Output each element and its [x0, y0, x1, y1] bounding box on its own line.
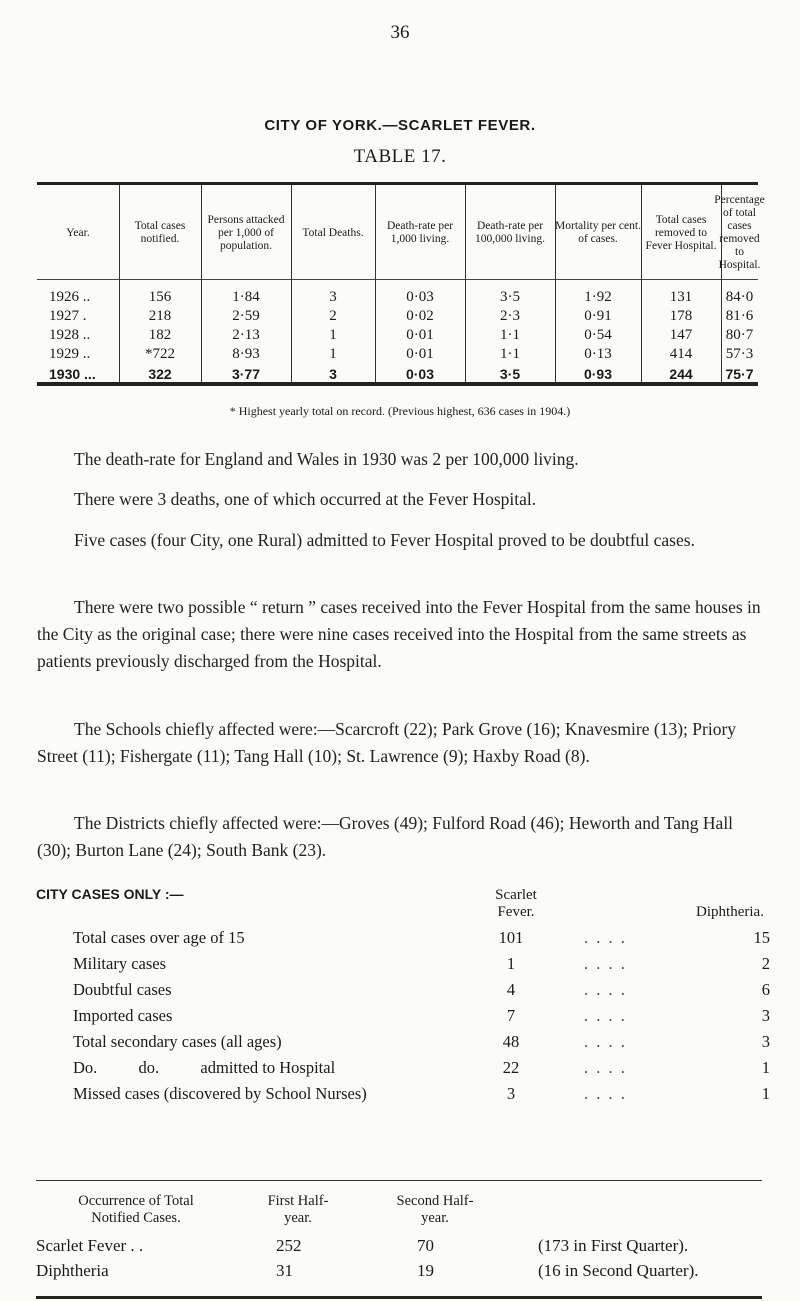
- table-header-cell: Mortality per cent. of cases.: [555, 220, 641, 245]
- table-header-rule: [37, 279, 758, 280]
- table-cell: 2·13: [232, 327, 260, 343]
- page-bottom-rule: [36, 1296, 762, 1299]
- table-label: TABLE 17.: [353, 146, 447, 167]
- city-cases-heading: CITY CASES ONLY :—: [36, 886, 184, 902]
- row-label: Missed cases (discovered by School Nurses): [73, 1084, 367, 1103]
- diphtheria-value: 15: [753, 928, 770, 947]
- table-cell: 84·0: [725, 289, 754, 305]
- scarlet-fever-value: 4: [506, 980, 516, 999]
- table-cell: *722: [145, 346, 175, 362]
- scarlet-fever-value: 48: [502, 1032, 520, 1051]
- year-cell: 1929 ..: [49, 346, 91, 362]
- paragraph-deaths: There were 3 deaths, one of which occurred at the Fever Hospital.: [74, 489, 537, 509]
- table-header-cell: Total Deaths.: [302, 226, 364, 239]
- table-cell: 322: [148, 366, 172, 382]
- column-diphtheria: Diphtheria.: [696, 904, 764, 920]
- paragraph-districts: The Districts chiefly affected were:—Groves (49); Fulford Road (46); Heworth and Tang Hall (30); Burton Lane (24); South Bank (23).: [37, 813, 734, 860]
- table-cell: 8·93: [232, 346, 260, 362]
- diphtheria-value: 1: [761, 1058, 770, 1077]
- diphtheria-value: 1: [761, 1084, 770, 1103]
- table-cell: 1·84: [232, 289, 260, 305]
- table-footnote: * Highest yearly total on record. (Previous highest, 636 cases in 1904.): [229, 404, 571, 418]
- table-cell: 0·54: [584, 327, 612, 343]
- city-cases-row: [0, 928, 800, 950]
- leader-dots: . . . .: [584, 1006, 627, 1025]
- table-cell: 1·1: [500, 327, 520, 343]
- city-cases-row: [0, 980, 800, 1002]
- second-half-value: 19: [417, 1261, 434, 1280]
- diphtheria-value: 6: [761, 980, 770, 999]
- table-cell: 182: [148, 327, 172, 343]
- table-header-cell: Year.: [66, 226, 90, 239]
- table-header-cell: Total cases notified.: [134, 220, 186, 245]
- table-cell: 244: [669, 366, 693, 382]
- scarlet-fever-value: 22: [502, 1058, 520, 1077]
- quarter-note: (16 in Second Quarter).: [538, 1261, 699, 1280]
- city-cases-row: [0, 1084, 800, 1106]
- table-row: [37, 366, 758, 385]
- first-half-value: 31: [276, 1261, 293, 1280]
- table-cell: 3·77: [231, 366, 261, 382]
- leader-dots: . . . .: [584, 980, 627, 999]
- table-cell: 57·3: [725, 346, 754, 362]
- scarlet-fever-value: 1: [506, 954, 516, 973]
- table-cell: 2·3: [500, 308, 520, 324]
- page-number: 36: [390, 22, 410, 43]
- row-label: Total cases over age of 15: [73, 928, 245, 947]
- row-label: Imported cases: [73, 1006, 173, 1025]
- table-cell: 0·01: [406, 327, 434, 343]
- city-cases-row: [0, 1032, 800, 1054]
- paragraph-return-cases: There were two possible “ return ” cases received into the Fever Hospital from the same houses in the City as the original case; there were nine cases received into the Hospital from the same streets as patients previously discharged from the Hospital.: [37, 597, 761, 671]
- year-cell: 1927 .: [49, 308, 87, 324]
- table-cell: 3: [329, 289, 337, 305]
- table-cell: 178: [669, 308, 693, 324]
- first-half-value: 252: [276, 1236, 302, 1255]
- table-cell: 3·5: [499, 366, 521, 382]
- table-row: [37, 289, 758, 308]
- table-cell: 131: [669, 289, 693, 305]
- table-cell: 3: [329, 366, 337, 382]
- section-divider: [36, 1180, 762, 1181]
- table-cell: 1: [329, 346, 337, 362]
- year-cell: 1930 ...: [49, 366, 96, 382]
- table-header-cell: Percentage of total cases removed to Hospital.: [714, 194, 765, 271]
- table-cell: 75·7: [725, 366, 754, 382]
- table-header-cell: Total cases removed to Fever Hospital.: [645, 213, 717, 252]
- table-row: [37, 346, 758, 365]
- year-cell: 1928 ..: [49, 327, 91, 343]
- table-header-cell: Death-rate per 100,000 living.: [475, 220, 545, 245]
- paragraph-schools: The Schools chiefly affected were:—Scarcroft (22); Park Grove (16); Knavesmire (13); Priory Street (11); Fishergate (11); Tang Hall (10); St. Lawrence (9); Haxby Road (8).: [37, 719, 737, 766]
- table-cell: 1·92: [584, 289, 612, 305]
- table-cell: 0·01: [406, 346, 434, 362]
- table-header-cell: Death-rate per 1,000 living.: [386, 220, 454, 245]
- table-header-cell: Persons attacked per 1,000 of population.: [207, 213, 285, 252]
- table-cell: 1: [329, 327, 337, 343]
- table-cell: 0·03: [406, 289, 434, 305]
- occurrence-label: Occurrence of Total Notified Cases.: [78, 1193, 194, 1226]
- city-cases-row: [0, 1006, 800, 1028]
- table-cell: 80·7: [725, 327, 754, 343]
- second-half-value: 70: [417, 1236, 434, 1255]
- leader-dots: . . . .: [584, 1032, 627, 1051]
- scarlet-fever-value: 3: [506, 1084, 516, 1103]
- table-cell: 2·59: [232, 308, 260, 324]
- diphtheria-value: 3: [761, 1032, 770, 1051]
- leader-dots: . . . .: [584, 954, 627, 973]
- leader-dots: . . . .: [584, 1084, 627, 1103]
- table-cell: 0·02: [406, 308, 434, 324]
- paragraph-doubtful-cases: Five cases (four City, one Rural) admitted to Fever Hospital proved to be doubtful cases.: [74, 530, 695, 550]
- diphtheria-value: 3: [761, 1006, 770, 1025]
- table-row: [37, 327, 758, 346]
- leader-dots: . . . .: [584, 928, 627, 947]
- table-cell: 414: [669, 346, 693, 362]
- table-cell: 0·03: [405, 366, 435, 382]
- table-cell: 3·5: [500, 289, 520, 305]
- occurrence-row-label: Scarlet Fever . .: [36, 1236, 144, 1255]
- leader-dots: . . . .: [584, 1058, 627, 1077]
- table-cell: 81·6: [725, 308, 754, 324]
- table-cell: 2: [329, 308, 337, 324]
- table-cell: 218: [148, 308, 172, 324]
- page-title: CITY OF YORK.—SCARLET FEVER.: [264, 117, 536, 134]
- occurrence-row-label: Diphtheria: [36, 1261, 109, 1280]
- year-cell: 1926 ..: [49, 289, 91, 305]
- second-half-year-label: Second Half-year.: [396, 1193, 474, 1226]
- scarlet-fever-value: 7: [506, 1006, 516, 1025]
- table-cell: 0·91: [584, 308, 612, 324]
- first-half-year-label: First Half-year.: [267, 1193, 329, 1226]
- table-row: [37, 308, 758, 327]
- table-cell: 1·1: [500, 346, 520, 362]
- row-label: Doubtful cases: [73, 980, 172, 999]
- diphtheria-value: 2: [761, 954, 770, 973]
- row-label: Do. do. admitted to Hospital: [73, 1058, 336, 1077]
- column-scarlet-fever: Scarlet Fever.: [495, 887, 537, 920]
- table-top-rule: [37, 182, 758, 185]
- paragraph-death-rate: The death-rate for England and Wales in 1930 was 2 per 100,000 living.: [74, 449, 579, 469]
- table-cell: 0·93: [583, 366, 613, 382]
- row-label: Military cases: [73, 954, 167, 973]
- row-label: Total secondary cases (all ages): [73, 1032, 282, 1051]
- city-cases-row: [0, 1058, 800, 1080]
- table-cell: 156: [148, 289, 172, 305]
- city-cases-row: [0, 954, 800, 976]
- quarter-note: (173 in First Quarter).: [538, 1236, 689, 1255]
- table-cell: 147: [669, 327, 693, 343]
- scarlet-fever-value: 101: [498, 928, 524, 947]
- table-cell: 0·13: [584, 346, 612, 362]
